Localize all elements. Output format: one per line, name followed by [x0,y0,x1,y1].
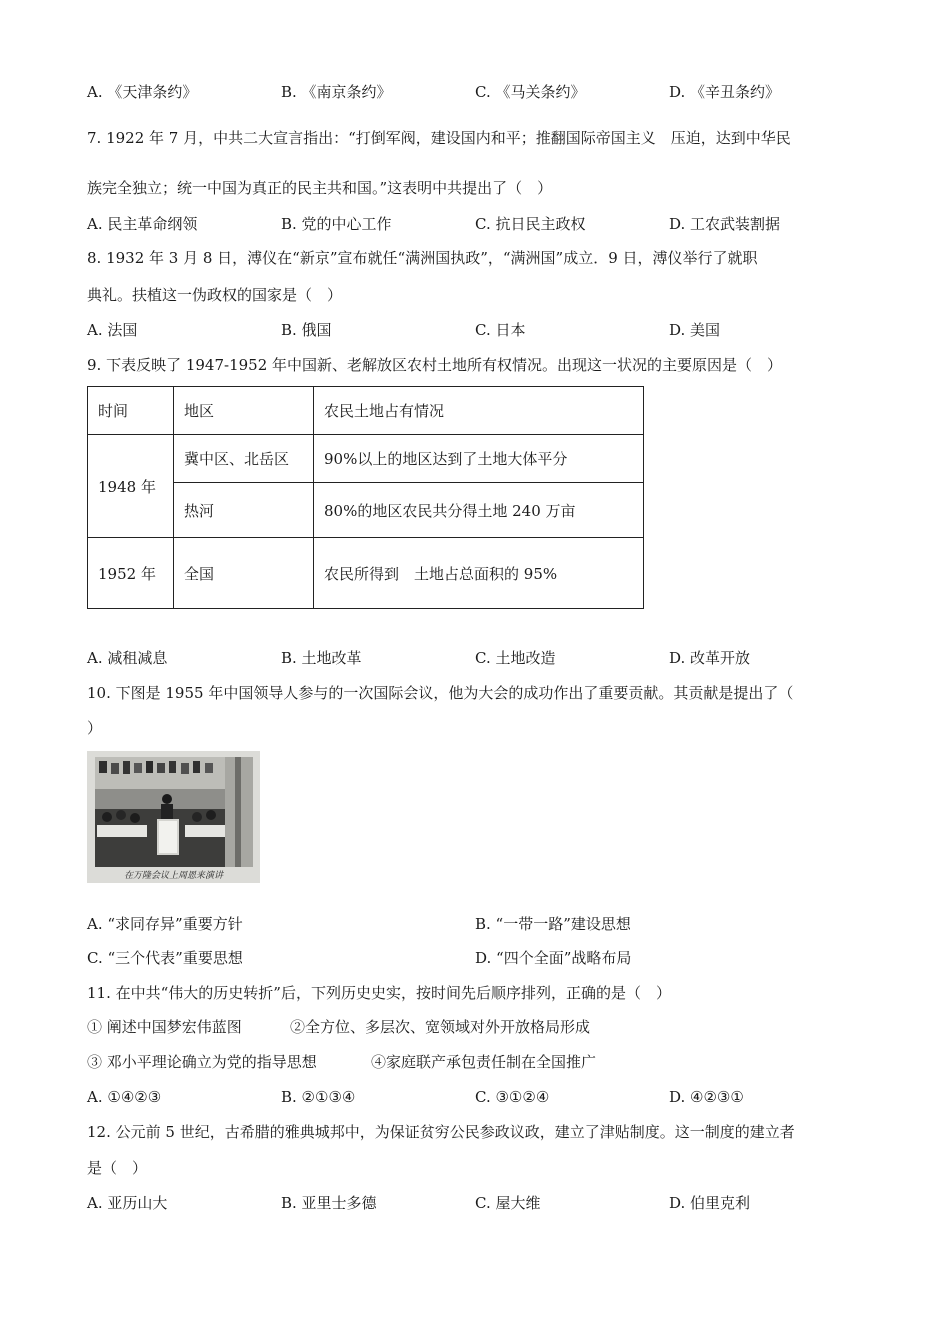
table-header-region: 地区 [174,387,314,435]
q7-option-c: C. 抗日民主政权 [475,215,586,233]
q11-options [87,1087,867,1107]
q7-stem-line2: 族完全独立；统一中国为真正的民主共和国。”这表明中共提出了（ ） [87,179,553,197]
q8-stem-line1: 8. 1932 年 3 月 8 日，溥仪在“新京”宣布就任“满洲国执政”，“满洲国”成立．9 日，溥仪举行了就职 [87,249,758,267]
table-cell-time-1952: 1952 年 [88,538,174,609]
land-ownership-table [87,386,644,609]
q11-stem: 11. 在中共“伟大的历史转折”后，下列历史史实，按时间先后顺序排列，正确的是（ ） [87,984,671,1002]
q10-stem-line1: 10. 下图是 1955 年中国领导人参与的一次国际会议，他为大会的成功作出了重要贡献。其贡献是提出了（ [87,684,794,702]
photo-caption: 在万隆会议上周恩来演讲 [123,871,223,881]
q8-option-b: B. 俄国 [281,321,332,339]
q10-options-row1 [87,914,867,934]
q10-option-c: C. “三个代表”重要思想 [87,949,243,967]
q8-option-c: C. 日本 [475,321,526,339]
table-cell-region: 冀中区、北岳区 [174,435,314,483]
q12-options [87,1193,867,1213]
q9-option-a: A. 减租减息 [87,649,168,667]
q11-option-d: D. ④②③① [669,1088,744,1106]
table-row [88,435,644,483]
q12-option-d: D. 伯里克利 [669,1194,751,1212]
q8-stem-line2: 典礼。扶植这一伪政权的国家是（ ） [87,286,343,304]
q10-stem-line2: ） [87,719,103,737]
q7-options [87,214,867,234]
q8-option-d: D. 美国 [669,321,721,339]
q6-option-b: B. 《南京条约》 [281,83,392,101]
q6-option-a: A. 《天津条约》 [87,83,198,101]
q11-option-a: A. ①④②③ [87,1088,162,1106]
q6-options [87,82,867,102]
q9-option-d: D. 改革开放 [669,649,751,667]
q12-option-c: C. 屋大维 [475,1194,541,1212]
table-header-time: 时间 [88,387,174,435]
table-header-info: 农民土地占有情况 [314,387,644,435]
q7-option-d: D. 工农武装割据 [669,215,781,233]
q12-option-a: A. 亚历山大 [87,1194,168,1212]
q8-options [87,320,867,340]
q11-item-3: ③ 邓小平理论确立为党的指导思想 [87,1053,317,1071]
q9-option-b: B. 土地改革 [281,649,362,667]
q10-option-b: B. “一带一路”建设思想 [475,915,631,933]
table-cell-region: 热河 [174,483,314,538]
q11-items-row2 [87,1052,867,1072]
q6-option-d: D. 《辛丑条约》 [669,83,781,101]
q7-stem-line1: 7. 1922 年 7 月，中共二大宣言指出：“打倒军阀，建设国内和平；推翻国际帝国主义 压迫，达到中华民 [87,129,791,147]
photo-illustration [87,751,260,883]
q11-item-1: ① 阐述中国梦宏伟蓝图 [87,1018,242,1036]
q12-option-b: B. 亚里士多德 [281,1194,377,1212]
bandung-conference-photo [87,751,260,883]
q9-stem: 9. 下表反映了 1947-1952 年中国新、老解放区农村土地所有权情况。出现这一状况的主要原因是（ ） [87,356,783,374]
table-cell-region: 全国 [174,538,314,609]
table-header-row [88,387,644,435]
q12-stem-line1: 12. 公元前 5 世纪，古希腊的雅典城邦中，为保证贫穷公民参政议政，建立了津贴制度。这一制度的建立者 [87,1123,795,1141]
q9-option-c: C. 土地改造 [475,649,556,667]
q10-option-a: A. “求同存异”重要方针 [87,915,243,933]
table-cell-info: 80%的地区农民共分得土地 240 万亩 [314,483,644,538]
table-cell-info: 90%以上的地区达到了土地大体平分 [314,435,644,483]
q11-item-2: ②全方位、多层次、宽领域对外开放格局形成 [290,1018,591,1036]
q7-option-a: A. 民主革命纲领 [87,215,198,233]
q11-item-4: ④家庭联产承包责任制在全国推广 [371,1053,597,1071]
q6-option-c: C. 《马关条约》 [475,83,586,101]
q10-options-row2 [87,948,867,968]
q9-options [87,648,867,668]
table-cell-time-1948: 1948 年 [88,435,174,538]
q8-option-a: A. 法国 [87,321,138,339]
table-row [88,538,644,609]
q11-items-row1 [87,1017,867,1037]
table-cell-info: 农民所得到 土地占总面积的 95% [314,538,644,609]
q12-stem-line2: 是（ ） [87,1159,148,1177]
q11-option-b: B. ②①③④ [281,1088,356,1106]
q10-option-d: D. “四个全面”战略布局 [475,949,632,967]
q7-option-b: B. 党的中心工作 [281,215,392,233]
q11-option-c: C. ③①②④ [475,1088,550,1106]
